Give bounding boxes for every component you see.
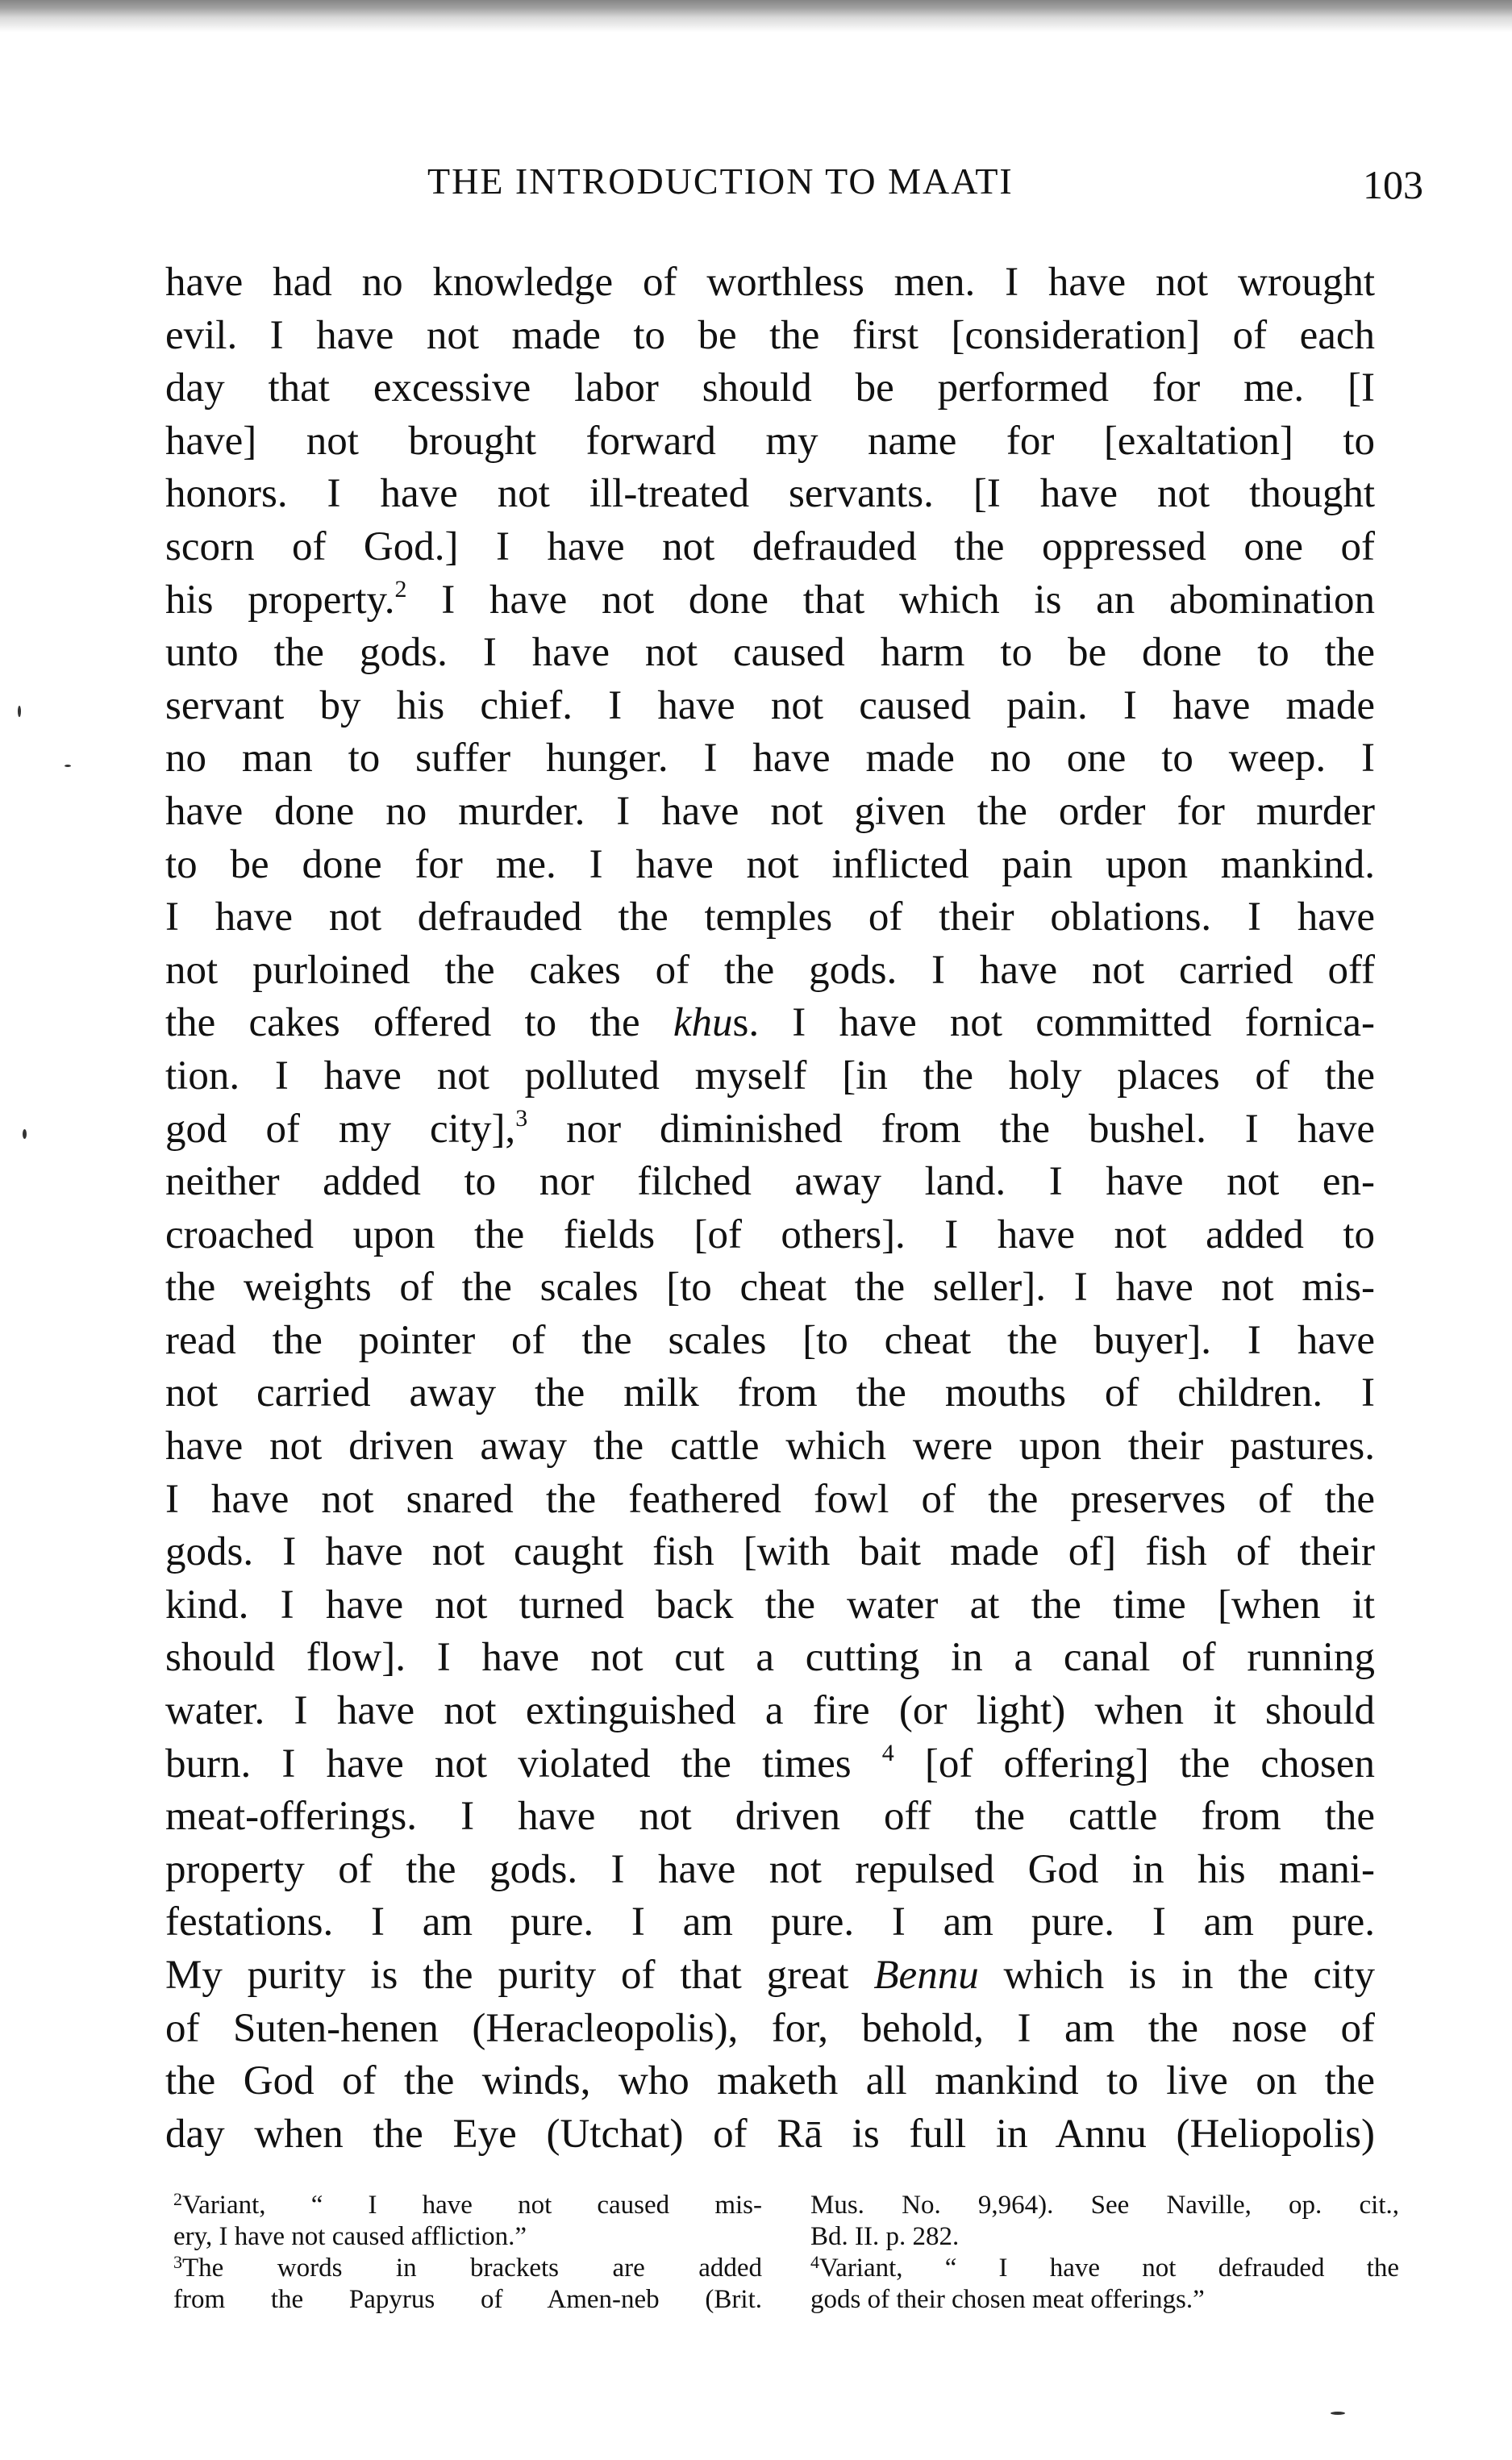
- text-line: no man to suffer hunger. I have made no one to weep. I: [165, 736, 1375, 782]
- text-line: croached upon the fields [of others]. I have not added to: [165, 1211, 1375, 1257]
- text-segment: nor diminished from the bushel. I have: [527, 1106, 1375, 1152]
- text-line: I have not defrauded the temples of their oblations. I have: [165, 894, 1375, 940]
- text-line: [165, 997, 1375, 1050]
- text-segment: s. I have not committed fornica-: [732, 1000, 1375, 1046]
- text-line: have done no murder. I have not given the order for murder: [165, 788, 1375, 834]
- footnote-line: gods of their chosen meat offerings.”: [810, 2285, 1205, 2314]
- text-segment: My purity is the purity of that great: [165, 1953, 874, 1998]
- text-line: neither added to nor filched away land. I have not en-: [165, 1159, 1375, 1205]
- text-line: have had no knowledge of worthless men. I have not wrought: [165, 260, 1375, 305]
- scan-speck: [23, 1129, 27, 1139]
- text-line: tion. I have not polluted myself [in the holy places of the: [165, 1053, 1375, 1099]
- footnote-text: Variant, “ I have not caused mis-: [182, 2191, 762, 2220]
- footnote-line: from the Papyrus of Amen-neb (Brit.: [173, 2285, 762, 2314]
- text-segment: [of offering] the chosen: [893, 1741, 1375, 1787]
- footnote-marker: 2: [173, 2189, 182, 2209]
- text-line: honors. I have not ill-treated servants. [I have not thought: [165, 471, 1375, 517]
- text-line: kind. I have not turned back the water at the time [when it: [165, 1582, 1375, 1628]
- text-line: property of the gods. I have not repulsed God in his mani-: [165, 1846, 1375, 1892]
- scan-speck: [65, 765, 71, 767]
- text-segment: burn. I have not violated the times: [165, 1741, 852, 1787]
- footnote-text: Variant, “ I have not defrauded the: [819, 2254, 1399, 2283]
- text-line: evil. I have not made to be the first [consideration] of each: [165, 312, 1375, 358]
- text-line: [165, 1103, 1375, 1157]
- text-line: festations. I am pure. I am pure. I am pure. I am pure.: [165, 1899, 1375, 1945]
- italic-term: khu: [673, 1000, 733, 1046]
- scan-speck: [18, 706, 21, 717]
- text-line: day that excessive labor should be performed for me. [I: [165, 365, 1375, 411]
- text-line: water. I have not extinguished a fire (or light) when it should: [165, 1688, 1375, 1734]
- footnote-marker: 4: [810, 2252, 819, 2272]
- text-line: day when the Eye (Utchat) of Rā is full in Annu (Heliopolis): [165, 2111, 1375, 2157]
- text-line: the weights of the scales [to cheat the seller]. I have not mis-: [165, 1265, 1375, 1311]
- text-line: the God of the winds, who maketh all mankind to live on the: [165, 2058, 1375, 2104]
- text-line: not carried away the milk from the mouths of children. I: [165, 1370, 1375, 1416]
- text-line: to be done for me. I have not inflicted pain upon mankind.: [165, 841, 1375, 887]
- text-line: of Suten-henen (Heracleopolis), for, behold, I am the nose of: [165, 2005, 1375, 2051]
- text-line: should flow]. I have not cut a cutting in a canal of running: [165, 1635, 1375, 1681]
- text-line: have not driven away the cattle which were upon their pastures.: [165, 1424, 1375, 1470]
- body-text: [165, 256, 1375, 2161]
- footnote-column-left: [173, 2190, 762, 2316]
- footnote-text: The words in brackets are added: [182, 2254, 762, 2283]
- footnote-line: [173, 2190, 762, 2221]
- page-number: 103: [1363, 162, 1423, 207]
- footnote-reference: 4: [881, 1739, 894, 1766]
- running-head: THE INTRODUCTION TO MAATI: [427, 161, 1014, 202]
- footnote-line: Bd. II. p. 282.: [810, 2222, 960, 2251]
- footnote-reference: 2: [394, 575, 407, 602]
- text-line: I have not snared the feathered fowl of the preserves of the: [165, 1476, 1375, 1522]
- footnote-marker: 3: [173, 2252, 182, 2272]
- scan-speck: [1331, 2412, 1345, 2415]
- text-segment: which is in the city: [978, 1953, 1375, 1998]
- text-line: servant by his chief. I have not caused pain. I have made: [165, 682, 1375, 728]
- footnote-line: Mus. No. 9,964). See Naville, op. cit.,: [810, 2191, 1399, 2220]
- text-segment: the cakes offered to the: [165, 1000, 673, 1046]
- footnote-line: [173, 2253, 762, 2284]
- footnote-line: ery, I have not caused affliction.”: [173, 2222, 527, 2251]
- text-line: unto the gods. I have not caused harm to be done to the: [165, 630, 1375, 676]
- text-line: [165, 1738, 1375, 1791]
- text-segment: I have not done that which is an abomination: [406, 577, 1375, 623]
- footnote-column-right: [810, 2190, 1399, 2316]
- text-line: not purloined the cakes of the gods. I have not carried off: [165, 947, 1375, 993]
- text-segment: god of my city],: [165, 1106, 516, 1152]
- footnote-reference: 3: [515, 1104, 528, 1132]
- text-line: [165, 1949, 1375, 2003]
- text-line: read the pointer of the scales [to cheat the buyer]. I have: [165, 1317, 1375, 1363]
- text-line: [165, 574, 1375, 628]
- footnote-line: [810, 2253, 1399, 2284]
- scan-edge-shadow: [0, 0, 1512, 32]
- text-line: gods. I have not caught fish [with bait made of] fish of their: [165, 1529, 1375, 1575]
- text-line: have] not brought forward my name for [exaltation] to: [165, 418, 1375, 464]
- text-segment: his property.: [165, 577, 395, 623]
- text-line: scorn of God.] I have not defrauded the oppressed one of: [165, 523, 1375, 569]
- text-line: meat-offerings. I have not driven off the cattle from the: [165, 1794, 1375, 1840]
- italic-term: Bennu: [873, 1953, 979, 1998]
